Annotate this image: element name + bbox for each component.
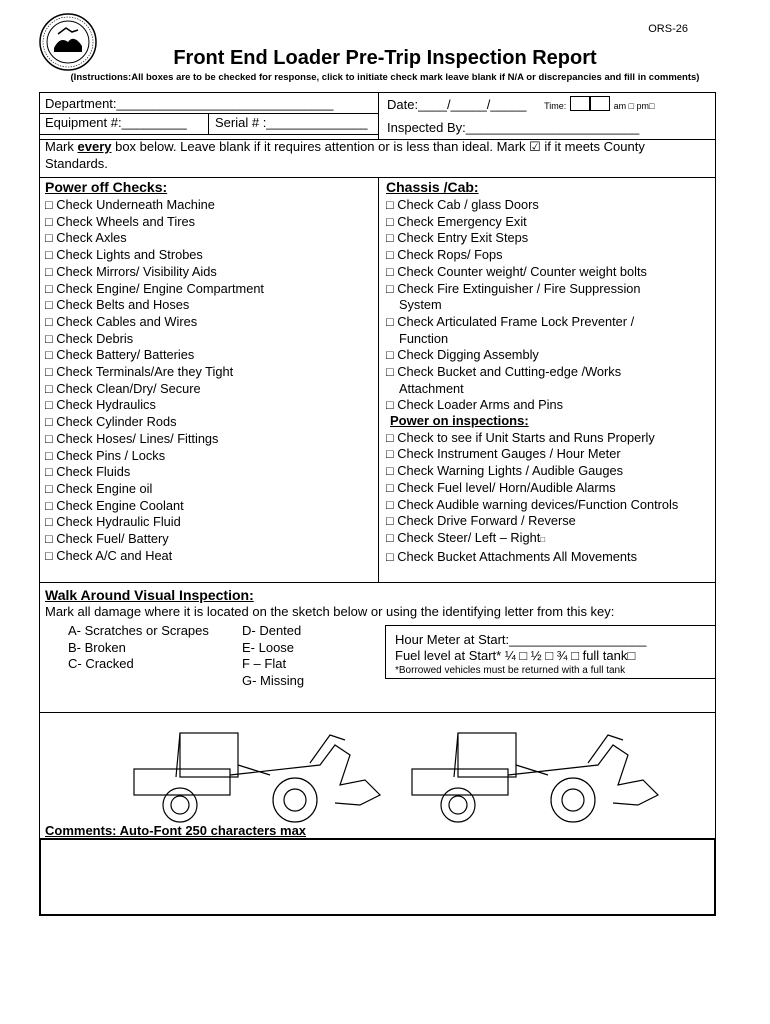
checkbox-check-fuel-battery[interactable]: □ Check Fuel/ Battery — [45, 531, 169, 547]
checkbox-check-audible-warning-devices-function-controls[interactable]: □ Check Audible warning devices/Function Controls — [386, 496, 679, 512]
checkbox-check-engine-coolant[interactable]: □ Check Engine Coolant — [45, 497, 184, 513]
checkbox-check-instrument-gauges-hour-meter[interactable]: □ Check Instrument Gauges / Hour Meter — [386, 446, 621, 462]
time-minute-box[interactable] — [590, 96, 610, 111]
checkbox-check-terminals-are-they-tight[interactable]: □ Check Terminals/Are they Tight — [45, 364, 234, 380]
checkbox-check-drive-forward-reverse[interactable]: □ Check Drive Forward / Reverse — [386, 513, 576, 529]
checkbox-check-belts-and-hoses[interactable]: □ Check Belts and Hoses — [45, 297, 190, 313]
checkbox-check-steer-left-right[interactable] — [386, 530, 678, 549]
checkbox-check-bucket-attachments-all-movements[interactable]: □ Check Bucket Attachments All Movements — [386, 548, 637, 564]
hour-meter-field[interactable]: Hour Meter at Start:___________________ — [395, 632, 647, 647]
borrowed-vehicle-note: *Borrowed vehicles must be returned with a full tank — [395, 665, 626, 676]
checkbox-check-lights-and-strobes[interactable]: □ Check Lights and Strobes — [45, 247, 203, 263]
mark-instruction-pre: Mark — [45, 139, 78, 154]
equipment-number-field[interactable]: Equipment #:_________ — [45, 115, 187, 130]
checkbox-check-fire-extinguisher-fire-suppression[interactable]: □ Check Fire Extinguisher / Fire Suppression — [386, 280, 641, 296]
checkbox-check-battery-batteries[interactable]: □ Check Battery/ Batteries — [45, 347, 195, 363]
checkbox-check-counter-weight-counter-weight-bolts[interactable]: □ Check Counter weight/ Counter weight bolts — [386, 263, 647, 279]
mark-instruction — [45, 139, 705, 172]
serial-number-field[interactable]: Serial # :______________ — [215, 115, 368, 130]
steer-extra-box[interactable]: □ — [540, 534, 546, 544]
time-hour-box[interactable] — [570, 96, 590, 111]
checkbox-check-cab-glass-doors[interactable]: □ Check Cab / glass Doors — [386, 197, 539, 212]
checkbox-check-to-see-if-unit-starts[interactable]: □ Check to see if Unit Starts and Runs Properly — [386, 429, 655, 445]
am-pm-options[interactable]: am □ pm□ — [613, 101, 655, 111]
time-label: Time: — [544, 101, 567, 111]
date-field[interactable] — [387, 96, 654, 112]
checkbox-check-hydraulics[interactable]: □ Check Hydraulics — [45, 397, 156, 413]
instructions-text: (Instructions:All boxes are to be checked for response, click to initiate check mark leave blank if N/A or discrepancies and fill in comments) — [70, 72, 700, 83]
checkbox-check-pins-locks[interactable]: □ Check Pins / Locks — [45, 447, 166, 463]
loader-sketch-right[interactable] — [408, 725, 668, 825]
loader-sketch-left[interactable] — [130, 725, 390, 825]
comments-label: Comments: Auto-Font 250 characters max — [45, 823, 307, 838]
checkbox-check-a-c-and-heat[interactable]: □ Check A/C and Heat — [45, 547, 173, 563]
checkbox-check-hoses-lines-fittings[interactable]: □ Check Hoses/ Lines/ Fittings — [45, 430, 219, 446]
damage-key-item: B- Broken — [68, 639, 126, 655]
checkbox-check-articulated-frame-lock-preventer[interactable]: □ Check Articulated Frame Lock Preventer / — [386, 313, 635, 329]
inspection-form — [39, 92, 716, 916]
checklist-item-continuation: Function — [399, 330, 449, 346]
inspected-by-field[interactable]: Inspected By:________________________ — [387, 120, 640, 135]
checkbox-check-debris[interactable]: □ Check Debris — [45, 330, 134, 346]
department-field[interactable]: Department:______________________________ — [45, 96, 334, 111]
checkbox-check-wheels-and-tires[interactable]: □ Check Wheels and Tires — [45, 213, 195, 229]
checkbox-check-emergency-exit[interactable]: □ Check Emergency Exit — [386, 213, 527, 229]
mark-instruction-post: box below. Leave blank if it requires attention or is less than ideal. Mark ☑ if it meets County Standards. — [45, 139, 645, 171]
power-on-heading: Power on inspections: — [390, 413, 529, 428]
mark-instruction-every: every — [77, 139, 112, 154]
power-off-heading: Power off Checks: — [45, 179, 168, 195]
power-off-list — [45, 197, 264, 564]
checkbox-check-digging-assembly[interactable]: □ Check Digging Assembly — [386, 347, 539, 363]
walk-around-instruction: Mark all damage where it is located on the sketch below or using the identifying letter from this key: — [45, 604, 615, 619]
checkbox-check-engine-oil[interactable]: □ Check Engine oil — [45, 480, 153, 496]
power-on-list — [386, 430, 678, 566]
form-id: ORS-26 — [648, 23, 688, 35]
damage-key-item: F – Flat — [242, 656, 287, 672]
steer-check-label: □ Check Steer/ Left – Right — [386, 529, 541, 545]
checkbox-check-rops-fops[interactable]: □ Check Rops/ Fops — [386, 247, 503, 263]
damage-key-item: D- Dented — [242, 623, 302, 638]
checkbox-check-axles[interactable]: □ Check Axles — [45, 230, 127, 246]
damage-key-item: G- Missing — [242, 673, 305, 689]
date-label: Date:____/_____/_____ — [387, 97, 527, 112]
power-on-section — [386, 413, 678, 565]
damage-key-right — [242, 623, 304, 690]
walk-around-heading: Walk Around Visual Inspection: — [45, 587, 254, 603]
hour-meter-box — [385, 625, 716, 679]
damage-key-item: E- Loose — [242, 639, 295, 655]
checkbox-check-fluids[interactable]: □ Check Fluids — [45, 464, 131, 480]
chassis-cab-heading: Chassis /Cab: — [386, 179, 479, 195]
checkbox-check-entry-exit-steps[interactable]: □ Check Entry Exit Steps — [386, 230, 529, 246]
damage-key-item: A- Scratches or Scrapes — [68, 623, 209, 638]
comments-textarea[interactable] — [39, 838, 716, 916]
checkbox-check-bucket-and-cutting-edge-works[interactable]: □ Check Bucket and Cutting-edge /Works — [386, 364, 622, 380]
checkbox-check-cables-and-wires[interactable]: □ Check Cables and Wires — [45, 313, 198, 329]
damage-key-item: C- Cracked — [68, 656, 134, 672]
checklist-item-continuation: Attachment — [399, 380, 464, 396]
checkbox-check-mirrors-visibility-aids[interactable]: □ Check Mirrors/ Visibility Aids — [45, 263, 217, 279]
damage-key-left — [68, 623, 209, 673]
checkbox-check-engine-engine-compartment[interactable]: □ Check Engine/ Engine Compartment — [45, 280, 264, 296]
chassis-cab-list — [386, 197, 647, 414]
checklist-item-continuation: System — [399, 297, 442, 313]
checkbox-check-clean-dry-secure[interactable]: □ Check Clean/Dry/ Secure — [45, 380, 201, 396]
checkbox-check-warning-lights-audible-gauges[interactable]: □ Check Warning Lights / Audible Gauges — [386, 463, 624, 479]
checkbox-check-underneath-machine[interactable]: □ Check Underneath Machine — [45, 197, 215, 212]
checkbox-check-hydraulic-fluid[interactable]: □ Check Hydraulic Fluid — [45, 514, 181, 530]
checkbox-check-fuel-level-horn-audible-alarms[interactable]: □ Check Fuel level/ Horn/Audible Alarms — [386, 479, 616, 495]
fuel-level-field[interactable]: Fuel level at Start* ¼ □ ½ □ ¾ □ full tank□ — [395, 648, 636, 663]
checkbox-check-cylinder-rods[interactable]: □ Check Cylinder Rods — [45, 414, 177, 430]
page-title: Front End Loader Pre-Trip Inspection Report — [173, 47, 597, 69]
checkbox-check-loader-arms-and-pins[interactable]: □ Check Loader Arms and Pins — [386, 397, 564, 413]
